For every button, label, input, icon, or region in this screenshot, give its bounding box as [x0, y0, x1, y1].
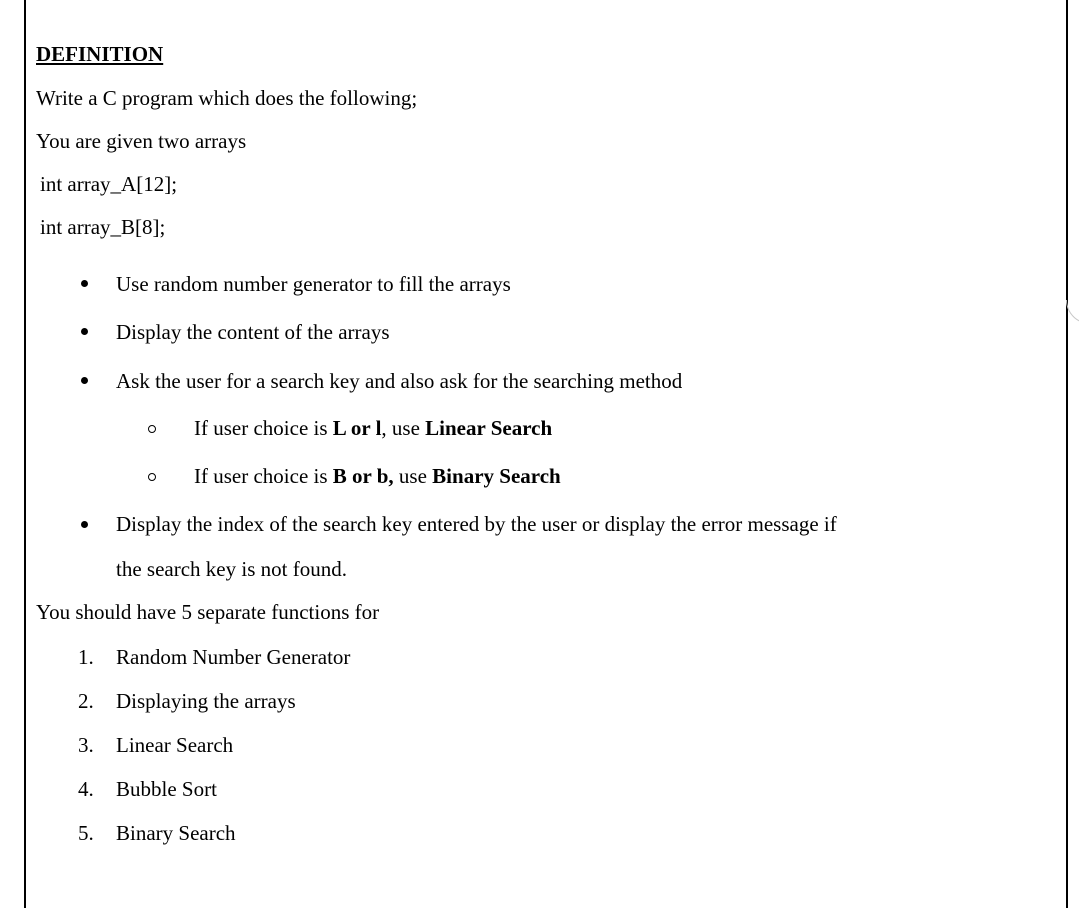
code-line-array-b: int array_B[8];	[40, 215, 166, 239]
list-number: 5.	[78, 821, 94, 845]
sub-bullet-circle-icon	[148, 473, 156, 481]
bullet-dot-icon	[81, 280, 88, 287]
list-number: 3.	[78, 733, 94, 757]
function-item-4: Bubble Sort	[116, 777, 217, 801]
function-item-2: Displaying the arrays	[116, 689, 296, 713]
bullet-dot-icon	[81, 328, 88, 335]
functions-intro: You should have 5 separate functions for	[36, 600, 380, 624]
bullet-item-2: Display the content of the arrays	[116, 320, 390, 344]
intro-line-1: Write a C program which does the following;	[36, 86, 418, 110]
function-item-3: Linear Search	[116, 733, 234, 757]
sub-item-linear: If user choice is L or l, use Linear Search	[194, 416, 553, 440]
bullet-item-3: Ask the user for a search key and also ask for the searching method	[116, 369, 683, 393]
function-item-1: Random Number Generator	[116, 645, 351, 669]
list-number: 2.	[78, 689, 94, 713]
sub-item-binary: If user choice is B or b, use Binary Search	[194, 464, 561, 488]
section-heading: DEFINITION	[36, 42, 164, 66]
bullet-dot-icon	[81, 521, 88, 528]
list-number: 4.	[78, 777, 94, 801]
list-number: 1.	[78, 645, 94, 669]
sub-bullet-circle-icon	[148, 425, 156, 433]
bullet-item-4-line-1: Display the index of the search key entered by the user or display the error message if	[116, 512, 837, 536]
function-item-5: Binary Search	[116, 821, 236, 845]
code-line-array-a: int array_A[12];	[40, 172, 178, 196]
bullet-item-1: Use random number generator to fill the arrays	[116, 272, 511, 296]
bullet-item-4-line-2: the search key is not found.	[116, 557, 347, 581]
bullet-dot-icon	[81, 377, 88, 384]
intro-line-2: You are given two arrays	[36, 129, 247, 153]
